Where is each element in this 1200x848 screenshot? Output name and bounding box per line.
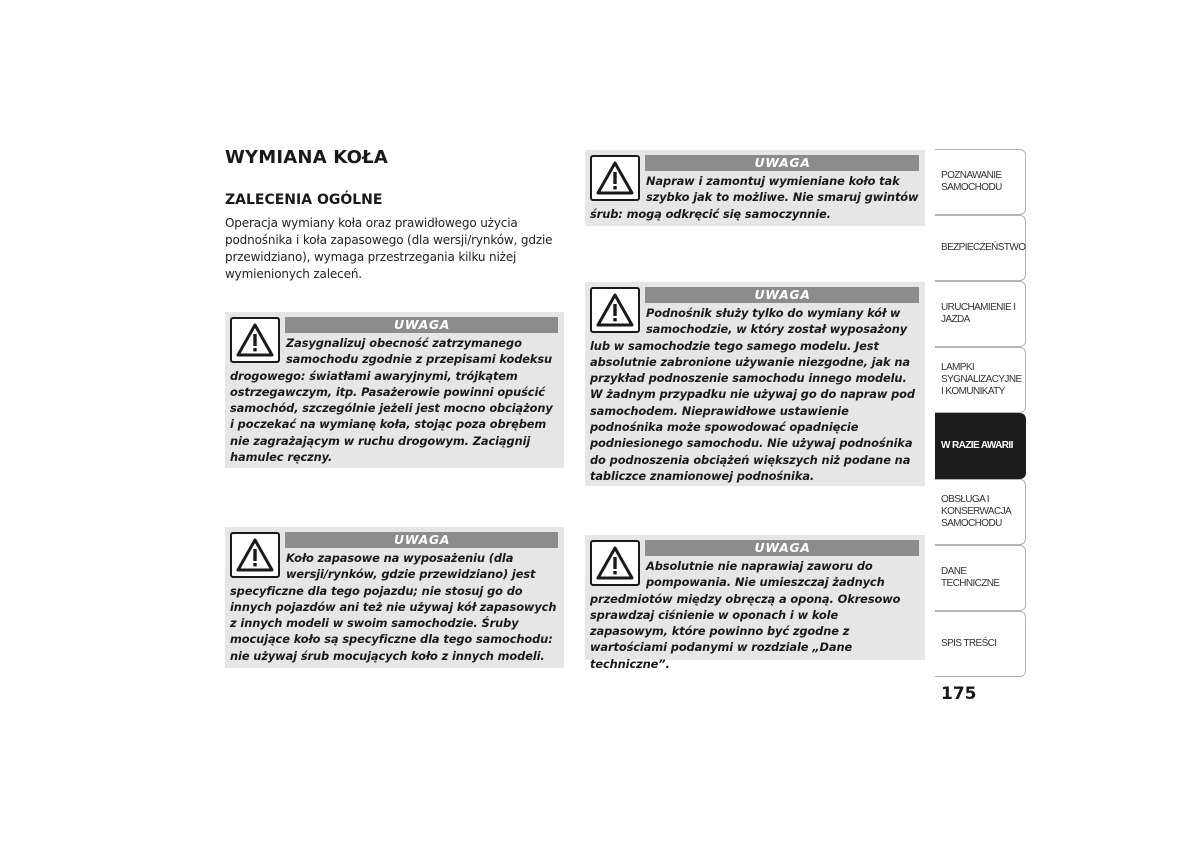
intro-paragraph: Operacja wymiany koła oraz prawidłowego użycia podnośnika i koła zapasowego (dla wersji/rynków, gdzie przewidziano), wymaga przestrzegania kilku niżej wymienionych zaleceń. [225,216,553,281]
tab-label: W RAZIE AWARII [941,440,1013,451]
warning-text: Zasygnalizuj obecność zatrzymanego samochodu zgodnie z przepisami kodeksu drogowego: światłami awaryjnymi, trójkątem ostrzegawczym, itp. Pasażerowie powinni opuścić samochód, szczególnie jeżeli jest mocno obciążony i poczekać na wymianę koła, stojąc poza obrębem nie zagrażającym w ruchu drogowym. Zaciągnij hamulec ręczny. [230,336,553,465]
warning-box-spare-wheel [225,527,564,668]
warning-triangle-icon [230,532,280,578]
warning-label: UWAGA [645,155,919,171]
warning-box-repair-wheel [585,150,925,226]
tab-label: DANE TECHNICZNE [941,566,1000,589]
warning-text: Podnośnik służy tylko do wymiany kół w samochodzie, w który został wyposażony lub w samochodzie tego samego modelu. Jest absolutnie zabronione używanie niezgodne, jak na przykład podnoszenie samochodu innego modelu. W żadnym przypadku nie używaj go do napraw pod samochodem. Nieprawidłowe ustawienie podnośnika może spowodować opadnięcie podniesionego samochodu. Nie używaj podnośnika do podnoszenia obciążeń większych niż podane na tabliczce znamionowej podnośnika. [590,306,915,483]
warning-text: Napraw i zamontuj wymieniane koło tak szybko jak to możliwe. Nie smaruj gwintów śrub: mogą odkręcić się samoczynnie. [590,174,919,221]
page-title: WYMIANA KOŁA [225,147,389,168]
tab-label: POZNAWANIE SAMOCHODU [941,170,1002,193]
tab-label: LAMPKI SYGNALIZACYJNE I KOMUNIKATY [941,362,1022,397]
page-number: 175 [941,684,977,704]
tab-poznawanie-samochodu[interactable] [935,149,1026,215]
warning-label: UWAGA [645,287,919,303]
warning-triangle-icon [590,155,640,201]
warning-triangle-icon [590,540,640,586]
tab-bezpieczenstwo[interactable] [935,215,1026,281]
tab-dane-techniczne[interactable] [935,545,1026,611]
warning-label: UWAGA [285,317,558,333]
warning-label: UWAGA [285,532,558,548]
chapter-tabs [935,149,1026,677]
tab-label: OBSŁUGA I KONSERWACJA SAMOCHODU [941,494,1011,529]
warning-label: UWAGA [645,540,919,556]
warning-text: Koło zapasowe na wyposażeniu (dla wersji/rynków, gdzie przewidziano) jest specyficzne dla tego pojazdu; nie stosuj go do innych pojazdów ani też nie używaj kół zapasowych z innych modeli w swoim samochodzie. Śruby mocujące koło są specyficzne dla tego samochodu: nie używaj śrub mocujących koło z innych modeli. [230,551,557,663]
tab-spis-tresci[interactable] [935,611,1026,677]
tab-uruchamienie-i-jazda[interactable] [935,281,1026,347]
warning-box-hazard-signal [225,312,564,468]
tab-label: BEZPIECZEŃSTWO [941,242,1026,253]
tab-w-razie-awarii[interactable] [935,413,1026,479]
tab-obsluga-i-konserwacja[interactable] [935,479,1026,545]
warning-triangle-icon [590,287,640,333]
warning-box-jack [585,282,925,486]
warning-text: Absolutnie nie naprawiaj zaworu do pompowania. Nie umieszczaj żadnych przedmiotów między obręczą a oponą. Okresowo sprawdzaj ciśnienie w oponach i w kole zapasowym, które powinno być zgodne z wartościami podanymi w rozdziale „Dane techniczne”. [590,559,901,671]
tab-lampki-sygnalizacyjne[interactable] [935,347,1026,413]
tab-label: URUCHAMIENIE I JAZDA [941,302,1016,325]
section-heading: ZALECENIA OGÓLNE [225,192,383,208]
warning-triangle-icon [230,317,280,363]
warning-box-valve [585,535,925,671]
tab-label: SPIS TREŚCI [941,638,997,649]
